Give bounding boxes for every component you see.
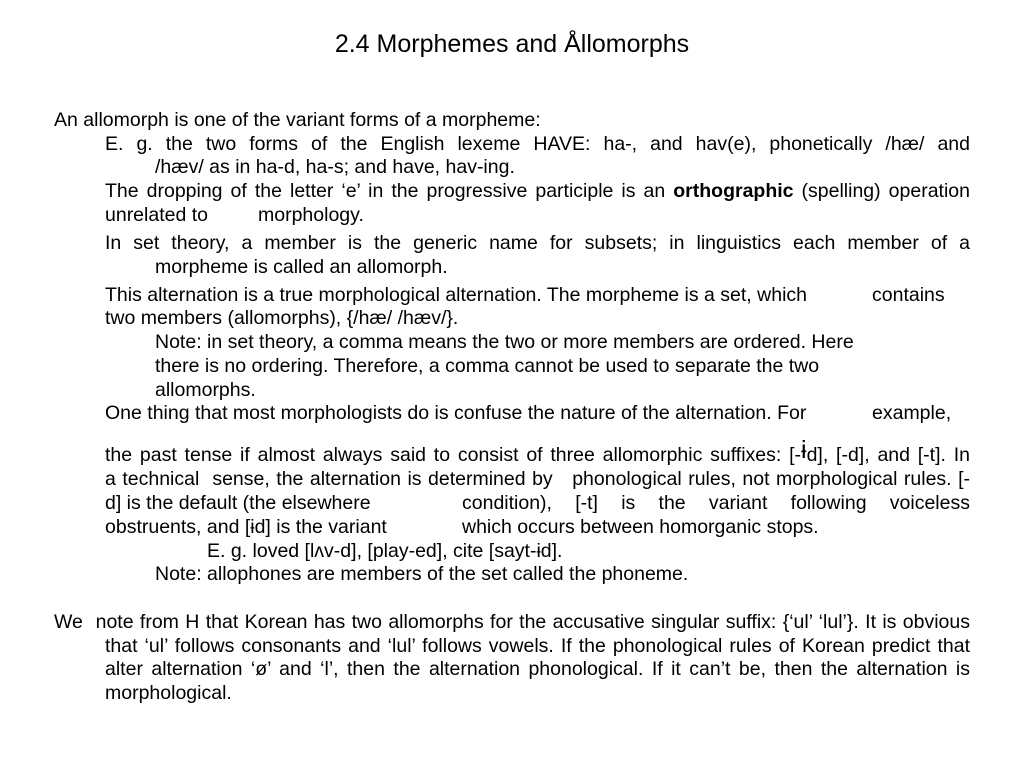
korean-line-3: [105, 657, 970, 681]
orthography-note-line-2-end: morphology.: [258, 204, 364, 226]
technical-sense-text: a technical sense, the alternation is determined by phonological rules, not morphological rules. [-: [105, 468, 970, 490]
default-line-start: d] is the default (the elsewhere: [105, 492, 371, 514]
korean-text-1: We note from H that Korean has two allomorphs for the accusative singular suffix: {‘ul’ ‘lul’}. It is obvious: [54, 611, 970, 633]
comma-note-line-2: there is no ordering. Therefore, a comma cannot be used to separate the two: [155, 355, 820, 377]
korean-text-2: that ‘ul’ follows consonants and ‘lul’ follows vowels. If the phonological rules of Korean predict that: [105, 635, 970, 657]
set-theory-line-1: [105, 231, 970, 255]
have-example-line-2: /hæv/ as in ha-d, ha-s; and have, hav-ing.: [155, 156, 515, 178]
allomorph-definition: An allomorph is one of the variant forms of a morpheme:: [54, 109, 541, 131]
have-example-line-1: [105, 132, 970, 156]
allophones-note: Note: allophones are members of the set called the phoneme.: [155, 563, 689, 585]
korean-text-3: alter alternation ‘ø’ and ‘l’, then the alternation phonological. If it can’t be, then the alternation is: [105, 658, 970, 680]
obstruents-line-end: which occurs between homorganic stops.: [462, 516, 819, 538]
default-line-end-text: condition), [-t] is the variant following voiceless: [462, 492, 970, 514]
orthography-note-text-end: (spelling) operation: [793, 180, 970, 202]
orthography-note-line-1: [105, 179, 970, 203]
orthography-note-text-start: The dropping of the letter ‘e’ in the progressive participle is an: [105, 180, 674, 202]
set-theory-line-2: morpheme is called an allomorph.: [155, 256, 448, 278]
alternation-line-1-end: contains: [872, 284, 945, 306]
comma-note-line-3: allomorphs.: [155, 379, 256, 401]
past-tense-line-1-start: One thing that most morphologists do is confuse the nature of the alternation. For: [105, 402, 807, 424]
suffixes-line: [105, 436, 970, 467]
comma-note-line-1: Note: in set theory, a comma means the two or more members are ordered. Here: [155, 331, 854, 353]
korean-line-1: [54, 610, 970, 634]
suffixes-text-start: the past tense if almost always said to consist of three allomorphic suffixes: [-: [105, 444, 802, 466]
korean-line-2: [105, 634, 970, 658]
alternation-line-2: two members (allomorphs), {/hæ/ /hæv/}.: [105, 307, 459, 329]
set-theory-text-1: In set theory, a member is the generic name for subsets; in linguistics each member of a: [105, 232, 970, 254]
default-line-end: [462, 491, 970, 515]
orthography-note-line-2-start: unrelated to: [105, 204, 208, 226]
past-tense-example: E. g. loved [lʌv-d], [play-ed], cite [sayt-ɨd].: [207, 540, 563, 562]
have-example-text-1: E. g. the two forms of the English lexeme HAVE: ha-, and hav(e), phonetically /hæ/ and: [105, 133, 970, 155]
barred-i-symbol: ɨ: [801, 436, 807, 464]
orthographic-term: orthographic: [673, 180, 794, 202]
obstruents-line-start: obstruents, and [ɨd] is the variant: [105, 516, 387, 538]
alternation-line-1-start: This alternation is a true morphological alternation. The morpheme is a set, which: [105, 284, 807, 306]
slide-title: 2.4 Morphemes and Ållomorphs: [334, 30, 690, 58]
suffixes-text: [105, 436, 970, 466]
suffixes-text-end: d], [-d], and [-t]. In: [806, 444, 970, 466]
past-tense-line-1-end: example,: [872, 402, 952, 424]
technical-sense-line: [105, 467, 970, 491]
korean-line-4: morphological.: [105, 682, 232, 704]
orthography-note-text: [105, 180, 970, 202]
